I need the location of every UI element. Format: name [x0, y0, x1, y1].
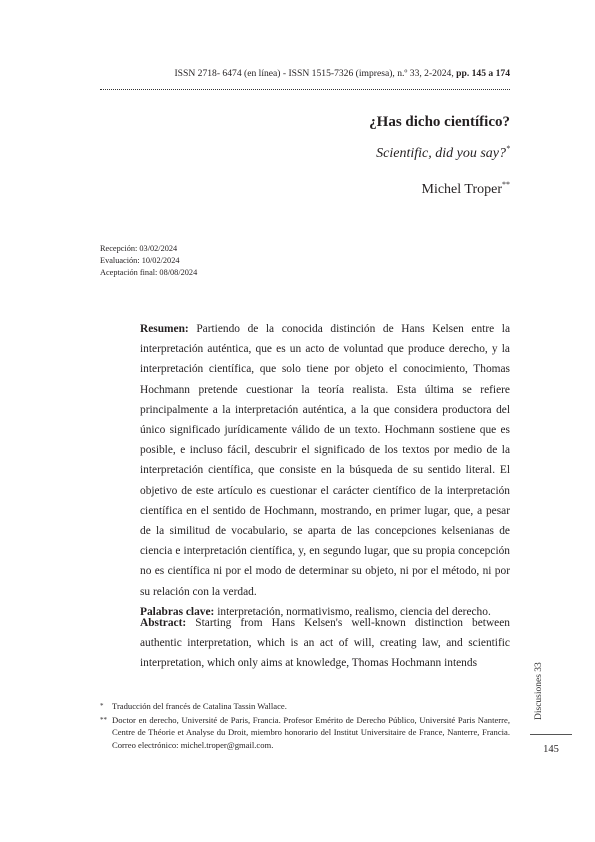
keywords-label: Palabras clave:	[140, 605, 215, 618]
journal-side-label: Discusiones 33	[534, 662, 544, 720]
abstract-en-label: Abstract:	[140, 617, 187, 629]
keywords-text: interpretación, normativismo, realismo, ciencia del derecho.	[217, 605, 491, 618]
article-subtitle	[376, 146, 510, 162]
footnote-mark: **	[100, 715, 107, 724]
footnote-text: Traducción del francés de Catalina Tassin Wallace.	[112, 701, 287, 711]
reception-date: Recepción: 03/02/2024	[100, 244, 178, 253]
abstract-spanish	[140, 319, 510, 622]
footnote-translation	[100, 700, 510, 713]
issn-text: ISSN 2718- 6474 (en línea) - ISSN 1515-7326 (impresa), n.º 33, 2-2024,	[174, 68, 457, 79]
abstract-english	[140, 613, 510, 674]
footnote-text: Doctor en derecho, Université de Paris, Francia. Profesor Emérito de Derecho Público, Université Paris Nanterre, Centre de Théorie et Analyse du Droit, miembro honorario del Institut Universitaire de France, Nanterre, Francia. Correo electrónico: michel.troper@gmail.com.	[112, 714, 510, 750]
footnote-author	[100, 714, 510, 752]
page-number: 145	[543, 744, 559, 755]
subtitle-text: Scientific, did you say?	[376, 146, 506, 161]
article-author	[422, 182, 511, 198]
author-name: Michel Troper	[421, 182, 502, 197]
header-divider	[100, 89, 510, 90]
evaluation-date: Evaluación: 10/02/2024	[100, 256, 180, 265]
footnote-mark: *	[100, 702, 104, 710]
abstract-es-label: Resumen:	[140, 323, 189, 335]
acceptance-date: Aceptación final: 08/08/2024	[100, 268, 198, 277]
abstract-en-text: Starting from Hans Kelsen's well-known distinction between authentic interpretation, which is an act of will, creating law, and scientific interpretation, which only aims at knowledge, Thomas Hochmann intends	[140, 617, 510, 670]
abstract-es-text: Partiendo de la conocida distinción de Hans Kelsen entre la interpretación auténtica, que es un acto de voluntad que produce derecho, y la interpretación científica, que solo tiene por objeto el conocimiento, Thomas Hochmann pretende cuestionar la teoría realista. Esta última se refiere principalmente a la interpretación auténtica, a la que considera productora del único significado jurídicamente válido de un texto. Hochmann sostiene que es posible, e incluso fácil, descubrir el significado de los textos por medio de la interpretación científica, que consiste en la búsqueda de su sentido literal. El objetivo de este artículo es cuestionar el carácter científico de la interpretación científica en el sentido de Hochmann, mostrando, en primer lugar, que, a pesar de la similitud de vocabulario, se aparta de las concepciones kelsenianas de ciencia e interpretación científica, y, en segundo lugar, que su propia concepción no es científica ni por el modo de determinar su objeto, ni por el método, ni por su relación con la verdad.	[140, 323, 510, 598]
page-number-rule	[530, 734, 572, 735]
submission-dates	[100, 243, 197, 279]
subtitle-footnote-mark[interactable]: *	[506, 144, 510, 153]
page-range: pp. 145 a 174	[456, 68, 510, 79]
author-footnote-mark[interactable]: **	[502, 180, 510, 189]
running-header	[100, 68, 510, 79]
footnotes	[100, 700, 510, 752]
article-title: ¿Has dicho científico?	[369, 114, 510, 130]
